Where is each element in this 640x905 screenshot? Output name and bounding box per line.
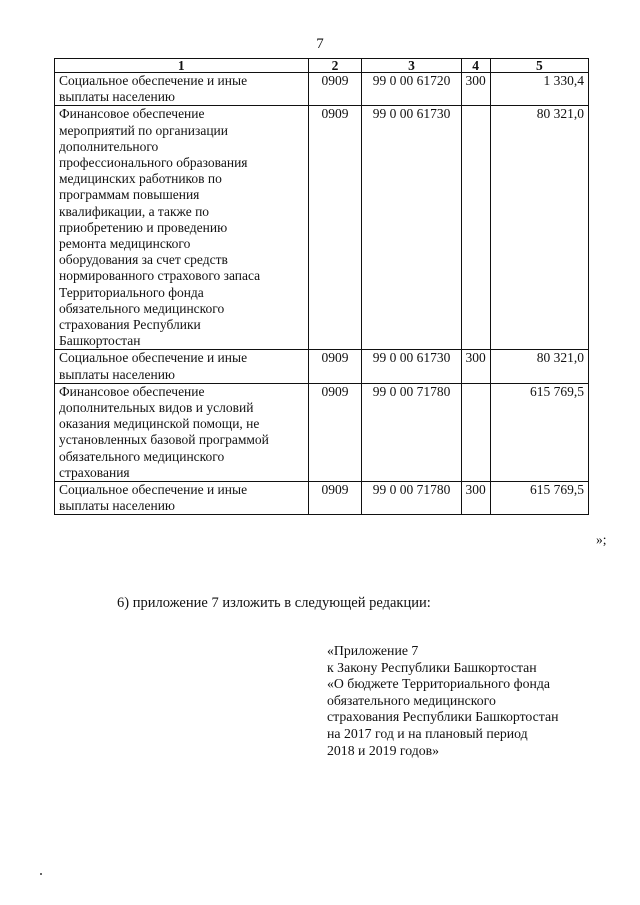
row-type-cell	[461, 383, 490, 481]
budget-table	[54, 58, 589, 515]
table-header-row	[55, 59, 589, 73]
table-row	[55, 350, 589, 383]
row-name-cell: Социальное обеспечение и иные выплаты населению	[55, 73, 309, 106]
table-closing-quote: »;	[596, 532, 607, 547]
page-number: 7	[316, 36, 324, 52]
column-header-amount: 5	[490, 59, 588, 73]
row-section-cell: 0909	[308, 73, 362, 106]
row-amount-cell: 80 321,0	[490, 106, 588, 350]
column-header-article: 3	[362, 59, 461, 73]
column-header-expense-type: 4	[461, 59, 490, 73]
table-row	[55, 383, 589, 481]
table-row	[55, 482, 589, 515]
row-amount-cell: 80 321,0	[490, 350, 588, 383]
row-section-cell: 0909	[308, 383, 362, 481]
table-row	[55, 106, 589, 350]
row-amount-cell: 1 330,4	[490, 73, 588, 106]
row-article-cell: 99 0 00 71780	[362, 383, 461, 481]
table-row	[55, 73, 589, 106]
row-section-cell: 0909	[308, 106, 362, 350]
row-article-cell: 99 0 00 61730	[362, 350, 461, 383]
row-amount-cell: 615 769,5	[490, 383, 588, 481]
row-article-cell: 99 0 00 61730	[362, 106, 461, 350]
appendix-heading: «Приложение 7 к Закону Республики Башкортостан «О бюджете Территориального фонда обязательного медицинского страхования Республики Башкортостан на 2017 год и на плановый период 2018 и 2019 годов»	[327, 643, 559, 758]
row-type-cell	[461, 106, 490, 350]
row-article-cell: 99 0 00 71780	[362, 482, 461, 515]
column-header-name: 1	[55, 59, 309, 73]
row-section-cell: 0909	[308, 350, 362, 383]
row-type-cell: 300	[461, 482, 490, 515]
column-header-section: 2	[308, 59, 362, 73]
amendment-instruction: 6) приложение 7 изложить в следующей редакции:	[117, 595, 431, 611]
row-name-cell: Социальное обеспечение и иные выплаты населению	[55, 482, 309, 515]
row-section-cell: 0909	[308, 482, 362, 515]
row-article-cell: 99 0 00 61720	[362, 73, 461, 106]
row-name-cell: Финансовое обеспечение мероприятий по организации дополнительного профессионального образования медицинских работников по программам повышения квалификации, а также по приобретению и проведению ремонта медицинского оборудования за счет средств нормированного страхового запаса Территориального фонда обязательного медицинского страхования Республики Башкортостан	[55, 106, 309, 350]
row-type-cell: 300	[461, 73, 490, 106]
row-name-cell: Социальное обеспечение и иные выплаты населению	[55, 350, 309, 383]
scan-dot	[40, 873, 42, 875]
row-amount-cell: 615 769,5	[490, 482, 588, 515]
row-name-cell: Финансовое обеспечение дополнительных видов и условий оказания медицинской помощи, не установленных базовой программой обязательного медицинского страхования	[55, 383, 309, 481]
row-type-cell: 300	[461, 350, 490, 383]
